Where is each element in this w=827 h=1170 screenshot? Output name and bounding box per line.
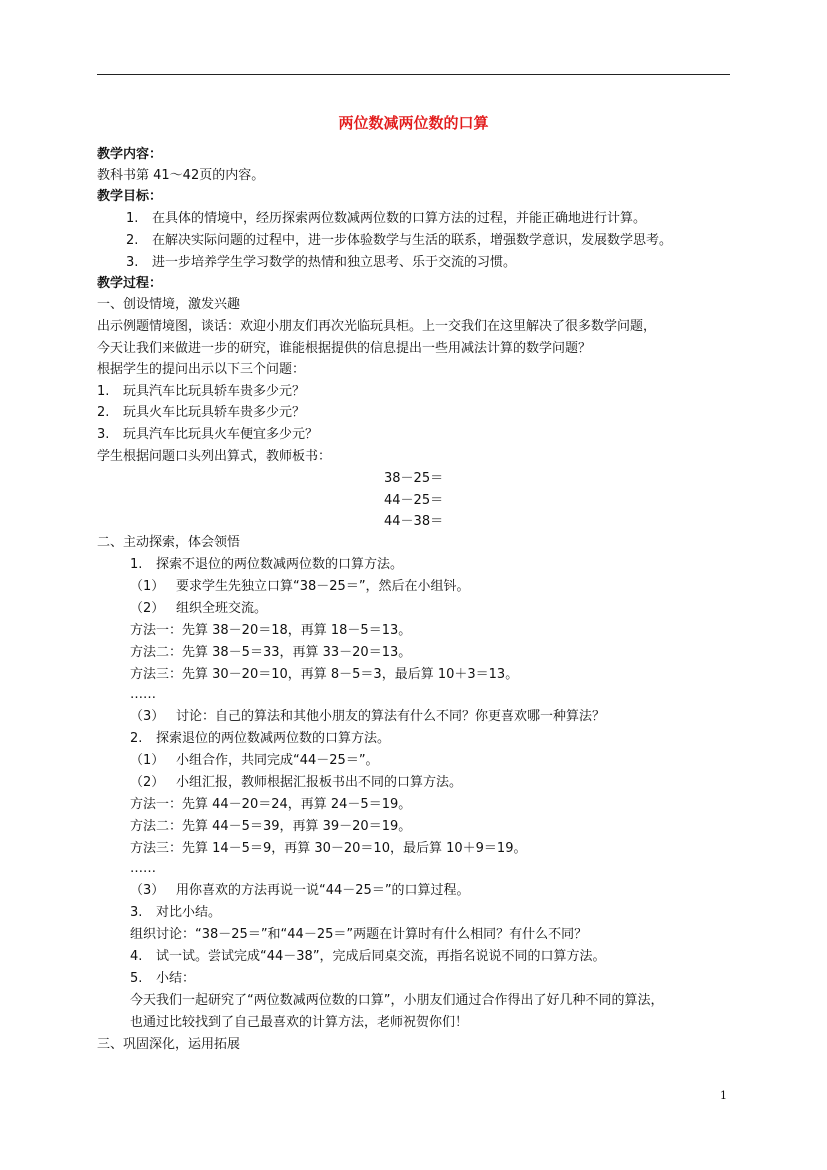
sub-item: （2） 组织全班交流。 xyxy=(130,601,268,616)
paragraph: 根据学生的提问出示以下三个问题： xyxy=(97,362,306,377)
paragraph: 今天让我们来做进一步的研究，谁能根据提供的信息提出一些用减法计算的数学问题？ xyxy=(97,341,592,356)
ellipsis: …… xyxy=(130,687,156,702)
step-item: 2. 探索退位的两位数减两位数的口算方法。 xyxy=(130,731,391,746)
sub-item: （1） 要求学生先独立口算“38－25＝”，然后在小组钭。 xyxy=(130,579,470,594)
paragraph: 也通过比较找到了自己最喜欢的计算方法，老师祝贺你们！ xyxy=(130,1015,469,1030)
formula: 44－38＝ xyxy=(384,514,444,529)
paragraph: 学生根据问题口头列出算式，教师板书： xyxy=(97,449,332,464)
part1-heading: 一、创设情境，激发兴趣 xyxy=(97,297,241,312)
part3-heading: 三、巩固深化，运用拓展 xyxy=(97,1037,241,1052)
step-item: 1. 探索不退位的两位数减两位数的口算方法。 xyxy=(130,557,404,572)
step-item: 3. 对比小结。 xyxy=(130,905,222,920)
step-item: 5. 小结： xyxy=(130,971,196,986)
method-line: 方法三：先算 14－5＝9，再算 30－20＝10，最后算 10＋9＝19。 xyxy=(130,841,527,856)
formula: 38－25＝ xyxy=(384,471,444,486)
content-text: 教科书第 41～42页的内容。 xyxy=(97,168,265,183)
goals-heading: 教学目标： xyxy=(97,189,163,204)
step-item: 4. 试一试。尝试完成“44－38”，完成后同桌交流，再指名说说不同的口算方法。 xyxy=(130,949,606,964)
goal-item: 2. 在解决实际问题的过程中，进一步体验数学与生活的联系，增强数学意识，发展数学思考。 xyxy=(126,233,673,248)
paragraph: 组织讨论：“38－25＝”和“44－25＝”两题在计算时有什么相同？有什么不同？ xyxy=(130,927,588,942)
question-item: 1. 玩具汽车比玩具轿车贵多少元？ xyxy=(97,384,306,399)
process-heading: 教学过程： xyxy=(97,276,163,291)
paragraph: 出示例题情境图，谈话：欢迎小朋友们再次光临玩具柜。上一交我们在这里解决了很多数学问题， xyxy=(97,319,657,334)
sub-item: （2） 小组汇报，教师根据汇报板书出不同的口算方法。 xyxy=(130,775,463,790)
goal-item: 3. 进一步培养学生学习数学的热情和独立思考、乐于交流的习惯。 xyxy=(126,255,517,270)
part2-heading: 二、主动探索，体会领悟 xyxy=(97,535,241,550)
method-line: 方法三：先算 30－20＝10，再算 8－5＝3，最后算 10＋3＝13。 xyxy=(130,667,519,682)
formula: 44－25＝ xyxy=(384,493,444,508)
method-line: 方法二：先算 38－5＝33，再算 33－20＝13。 xyxy=(130,645,412,660)
ellipsis: …… xyxy=(130,861,156,876)
content-heading: 教学内容： xyxy=(97,147,163,162)
goal-item: 1. 在具体的情境中，经历探索两位数减两位数的口算方法的过程，并能正确地进行计算。 xyxy=(126,211,647,226)
sub-item: （1） 小组合作，共同完成“44－25＝”。 xyxy=(130,753,379,768)
question-item: 3. 玩具汽车比玩具火车便宜多少元？ xyxy=(97,427,319,442)
method-line: 方法二：先算 44－5＝39，再算 39－20＝19。 xyxy=(130,819,412,834)
page-title: 两位数减两位数的口算 xyxy=(338,114,489,132)
paragraph: 今天我们一起研究了“两位数减两位数的口算”，小朋友们通过合作得出了好几种不同的算法， xyxy=(130,993,664,1008)
method-line: 方法一：先算 38－20＝18，再算 18－5＝13。 xyxy=(130,623,412,638)
sub-item: （3） 讨论：自己的算法和其他小朋友的算法有什么不同？你更喜欢哪一种算法？ xyxy=(130,709,606,724)
sub-item: （3） 用你喜欢的方法再说一说“44－25＝”的口算过程。 xyxy=(130,883,470,898)
method-line: 方法一：先算 44－20＝24，再算 24－5＝19。 xyxy=(130,797,412,812)
header-rule xyxy=(97,74,730,75)
question-item: 2. 玩具火车比玩具轿车贵多少元？ xyxy=(97,405,306,420)
page-number: 1 xyxy=(720,1089,727,1102)
